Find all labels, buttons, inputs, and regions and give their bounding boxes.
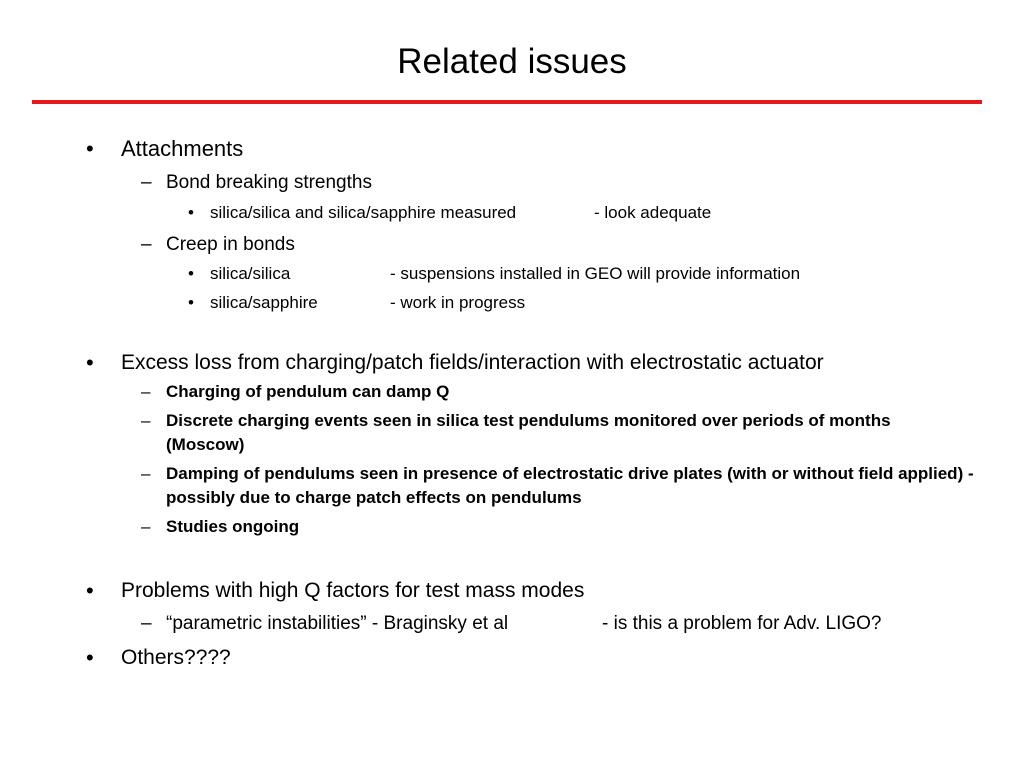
section-heading-attachments: Attachments <box>121 136 244 161</box>
item-parametric-instabilities: “parametric instabilities” - Braginsky et al <box>166 613 509 634</box>
item-charging-damp: Charging of pendulum can damp Q <box>166 382 450 401</box>
bullet-marker: • <box>188 293 194 312</box>
bullet-marker: • <box>188 203 194 222</box>
dash-marker: – <box>141 517 151 536</box>
dash-marker: – <box>141 464 151 483</box>
bullet-marker: • <box>86 136 94 161</box>
dash-marker: – <box>141 382 151 401</box>
section-heading-high-q: Problems with high Q factors for test mass modes <box>121 579 585 602</box>
subitem-note: - suspensions installed in GEO will provide information <box>390 264 801 283</box>
bullet-marker: • <box>188 264 194 283</box>
section-heading-others: Others???? <box>121 646 231 669</box>
bullet-marker: • <box>86 578 94 603</box>
section-heading-excess-loss: Excess loss from charging/patch fields/interaction with electrostatic actuator <box>121 351 824 374</box>
dash-marker: – <box>141 613 152 634</box>
item-bond-breaking: Bond breaking strengths <box>166 172 372 193</box>
bullet-marker: • <box>86 350 94 375</box>
subitem-text: silica/silica and silica/sapphire measured <box>210 203 517 222</box>
title-divider <box>32 100 982 104</box>
dash-marker: – <box>141 172 152 193</box>
subitem-text: silica/silica <box>210 264 291 283</box>
subitem-note: - work in progress <box>390 293 526 312</box>
dash-marker: – <box>141 411 151 430</box>
slide-title: Related issues <box>397 42 627 81</box>
subitem-text: silica/sapphire <box>210 293 318 312</box>
item-discrete-charging: Discrete charging events seen in silica test pendulums monitored over periods of months (Moscow) <box>166 411 891 454</box>
dash-marker: – <box>141 234 152 255</box>
item-studies-ongoing: Studies ongoing <box>166 517 300 536</box>
item-note: - is this a problem for Adv. LIGO? <box>602 613 882 634</box>
bullet-marker: • <box>86 645 94 670</box>
item-damping-pendulums: Damping of pendulums seen in presence of electrostatic drive plates (with or without field applied) - possibly due to charge patch effects on pendulums <box>166 464 974 507</box>
item-creep-in-bonds: Creep in bonds <box>166 234 295 255</box>
subitem-note: - look adequate <box>594 203 712 222</box>
